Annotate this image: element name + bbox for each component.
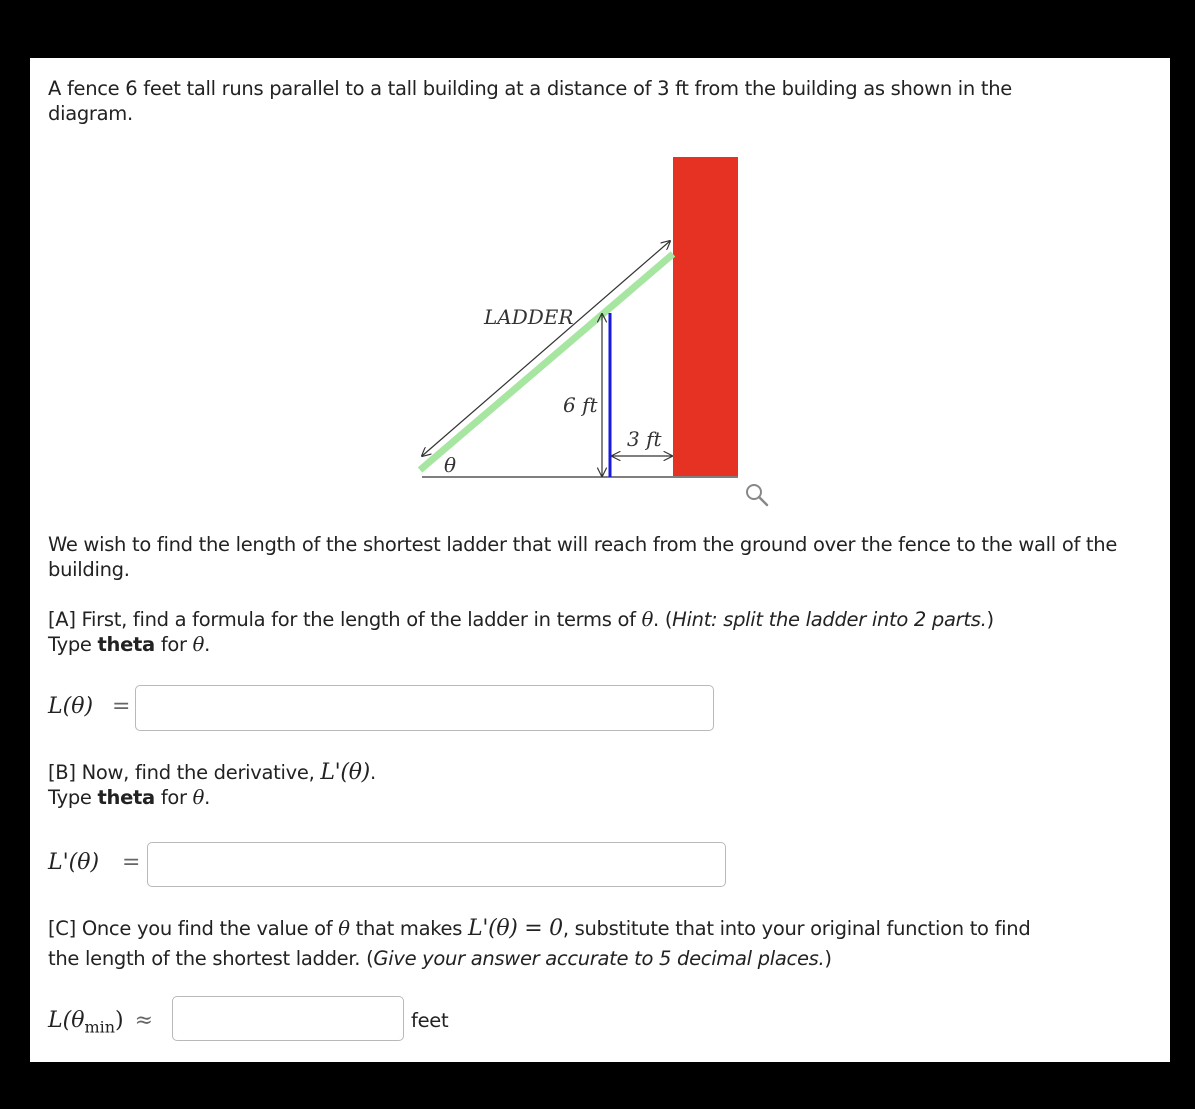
part-a-equals: = — [112, 694, 131, 719]
magnifier-icon[interactable] — [744, 482, 770, 508]
shortest-ladder-input[interactable] — [172, 996, 404, 1041]
building — [673, 157, 738, 476]
part-c-label: $L(\theta_{min})$ ≈ — [48, 1008, 154, 1037]
angle-label: θ — [444, 453, 457, 477]
intro-text: A fence 6 feet tall runs parallel to a tall building at a distance of 3 ft from the building as shown in the diagram. — [48, 77, 1012, 125]
units-label: feet — [411, 1009, 449, 1032]
ladder-label: LADDER — [484, 305, 574, 329]
part-b-equals: = — [122, 850, 141, 875]
distance-label: 3 ft — [627, 427, 662, 451]
ladder-diagram — [30, 58, 1170, 518]
fence-height-label: 6 ft — [563, 393, 598, 417]
part-b-instructions: [B] Now, find the derivative, L'(θ). Type theta for θ. — [48, 760, 376, 809]
problem-panel — [30, 58, 1170, 1062]
part-a-instructions: [A] First, find a formula for the length of the ladder in terms of θ. (Hint: split the ladder into 2 parts.) Type theta for θ. — [48, 608, 994, 656]
goal-text: We wish to find the length of the shortest ladder that will reach from the ground over the fence to the wall of the building. — [48, 533, 1118, 581]
l-theta-input[interactable] — [135, 685, 714, 731]
l-prime-theta-input[interactable] — [147, 842, 726, 887]
part-a-label: L(θ) — [48, 694, 94, 719]
part-b-label: L'(θ) — [48, 850, 100, 875]
part-c-instructions: [C] Once you find the value of θ that makes L'(θ) = 0, substitute that into your original function to find the length of the shortest ladder. (Give your answer accurate to 5 decimal places.) — [48, 916, 1031, 970]
ladder-length-arrow — [422, 241, 670, 456]
